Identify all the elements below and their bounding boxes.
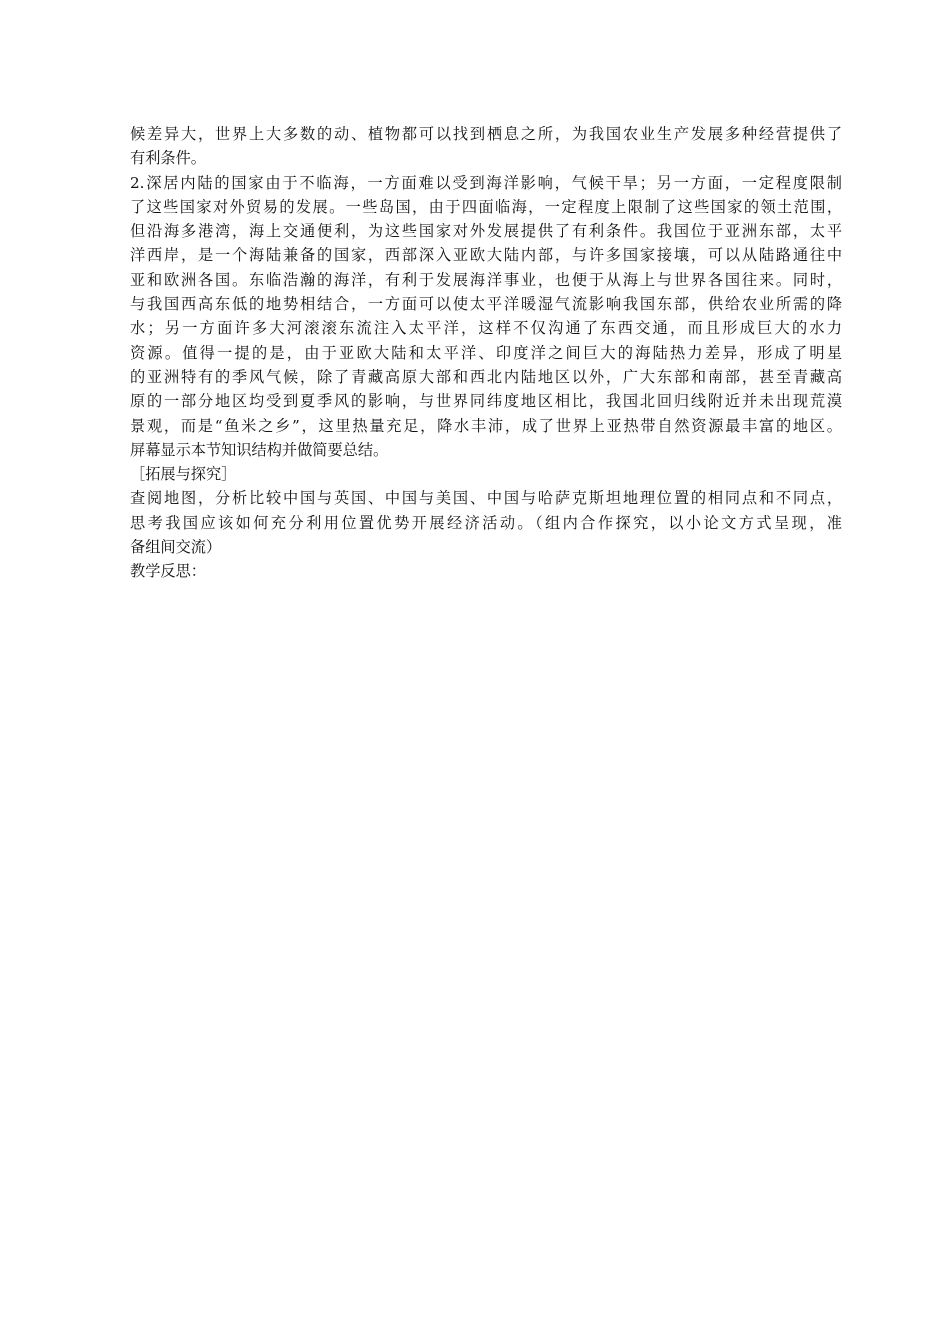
section-heading: ［拓展与探究］	[130, 465, 237, 484]
text-line: 与我国西高东低的地势相结合，一方面可以使太平洋暖湿气流影响我国东部，供给农业所需的降	[130, 295, 842, 314]
text-line: 有利条件。	[130, 149, 206, 168]
text-line: 备组间交流）	[130, 538, 222, 557]
text-line: 但沿海多港湾，海上交通便利，为这些国家对外发展提供了有利条件。我国位于亚洲东部，太平	[130, 222, 842, 241]
text-line: 候差异大，世界上大多数的动、植物都可以找到栖息之所，为我国农业生产发展多种经营提供了	[130, 125, 842, 143]
text-line: 原的一部分地区均受到夏季风的影响，与世界同纬度地区相比，我国北回归线附近并未出现荒漠	[130, 392, 842, 411]
text-line: 思考我国应该如何充分利用位置优势开展经济活动。（组内合作探究，以小论文方式呈现，准	[130, 513, 842, 532]
text-line: 景观，而是“鱼米之乡”，这里热量充足，降水丰沛，成了世界上亚热带自然资源最丰富的地区。	[130, 416, 842, 435]
text-line: 的亚洲特有的季风气候，除了青藏高原大部和西北内陆地区以外，广大东部和南部，甚至青藏高	[130, 367, 842, 386]
reflection-label: 教学反思：	[130, 562, 206, 581]
text-line: 2.深居内陆的国家由于不临海，一方面难以受到海洋影响，气候干旱；另一方面，一定程度限制	[130, 173, 842, 192]
text-line: 亚和欧洲各国。东临浩瀚的海洋，有利于发展海洋事业，也便于从海上与世界各国往来。同时，	[130, 270, 842, 289]
text-line: 查阅地图，分析比较中国与英国、中国与美国、中国与哈萨克斯坦地理位置的相同点和不同点，	[130, 489, 842, 508]
text-line: 了这些国家对外贸易的发展。一些岛国，由于四面临海，一定程度上限制了这些国家的领土范围，	[130, 197, 842, 216]
text-line: 洋西岸，是一个海陆兼备的国家，西部深入亚欧大陆内部，与许多国家接壤，可以从陆路通往中	[130, 246, 842, 265]
document-body	[130, 122, 842, 584]
text-line: 屏幕显示本节知识结构并做简要总结。	[130, 440, 389, 459]
text-line: 资源。值得一提的是，由于亚欧大陆和太平洋、印度洋之间巨大的海陆热力差异，形成了明星	[130, 343, 842, 362]
text-line: 水；另一方面许多大河滚滚东流注入太平洋，这样不仅沟通了东西交通，而且形成巨大的水力	[130, 319, 842, 338]
